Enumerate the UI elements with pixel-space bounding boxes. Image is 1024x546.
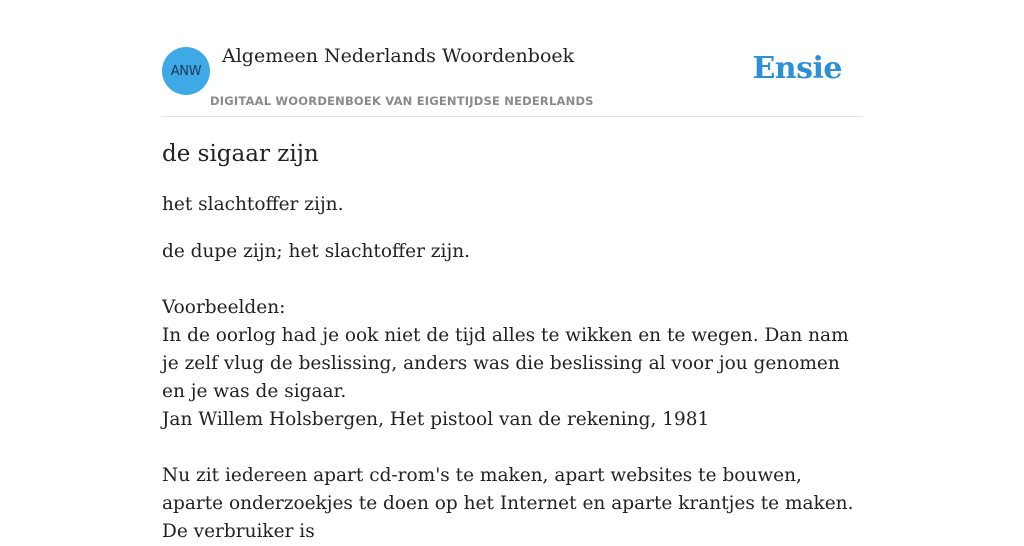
example-text: In de oorlog had je ook niet de tijd alles te wikken en te wegen. Dan nam je zelf vlug de beslissing, anders was die beslissing al voor jou genomen en je was de sigaar. — [162, 325, 849, 402]
entry-term: de sigaar zijn — [162, 141, 319, 167]
spacer-line — [162, 434, 862, 462]
site-title[interactable]: Algemeen Nederlands Woordenboek — [222, 45, 575, 67]
logo-text: ANW — [170, 63, 202, 79]
example-text: Nu zit iedereen apart cd-rom's te maken, apart websites te bouwen, aparte onderzoekjes te doen op het Internet en aparte krantjes te maken. De verbruiker is — [162, 465, 854, 542]
site-header — [162, 0, 862, 117]
site-subtitle: DIGITAAL WOORDENBOEK VAN EIGENTIJDSE NEDERLANDS — [210, 94, 594, 108]
example-source: Jan Willem Holsbergen, Het pistool van de rekening, 1981 — [162, 409, 710, 430]
anw-logo[interactable] — [162, 47, 210, 95]
ensie-brand-logo[interactable]: Ensie — [752, 51, 842, 86]
short-definition: het slachtoffer zijn. — [162, 194, 344, 215]
definition: de dupe zijn; het slachtoffer zijn. — [162, 241, 471, 262]
examples-label: Voorbeelden: — [162, 297, 286, 318]
entry-content — [162, 138, 862, 546]
